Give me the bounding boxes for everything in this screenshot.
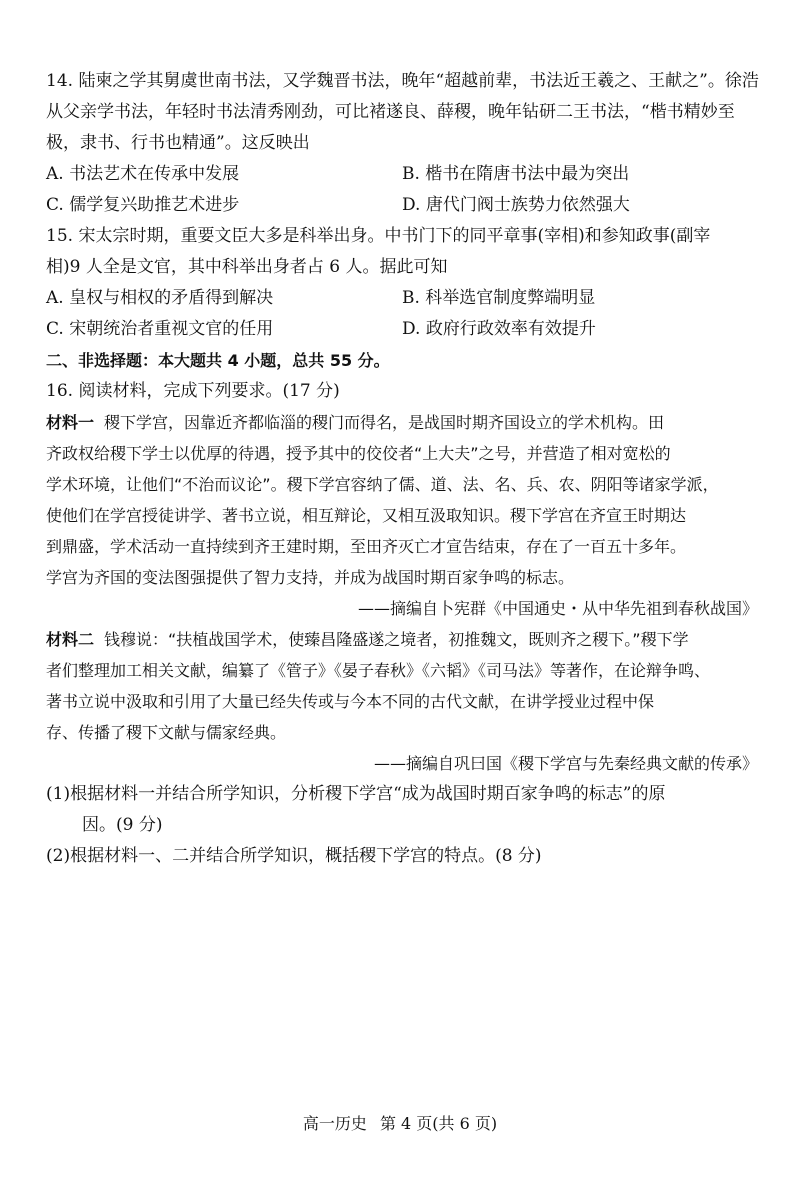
material-1-source: ——摘编自卜宪群《中国通史・从中华先祖到春秋战国》 — [357, 599, 758, 618]
q14-option-d: D. 唐代门阀士族势力依然强大 — [402, 195, 630, 215]
material-1 — [46, 407, 758, 624]
material-2-line-4: 存、传播了稷下文献与儒家经典。 — [46, 723, 287, 742]
q15-options-row-2 — [46, 314, 758, 345]
footer-page-number: 第 4 页(共 6 页) — [379, 1114, 498, 1133]
material-2-label: 材料二 — [46, 630, 95, 649]
material-2-source: ——摘编自巩曰国《稷下学宫与先秦经典文献的传承》 — [373, 754, 758, 773]
section-2-heading: 二、非选择题：本大题共 4 小题，总共 55 分。 — [46, 351, 390, 370]
material-1-line-4: 使他们在学宫授徒讲学、著书立说，相互辩论，又相互汲取知识。稷下学宫在齐宣王时期达 — [46, 506, 687, 525]
q15-option-b: B. 科举选官制度弊端明显 — [402, 288, 596, 308]
material-2-line-2: 者们整理加工相关文献，编纂了《管子》《晏子春秋》《六韬》《司马法》等著作，在论辩争鸣、 — [46, 661, 711, 680]
q14-options-row-1 — [46, 159, 758, 190]
q16-stem: 16. 阅读材料，完成下列要求。(17 分) — [46, 381, 340, 401]
q14-stem-line-2: 从父亲学书法，年轻时书法清秀刚劲，可比褚遂良、薛稷，晚年钻研二王书法，“楷书精妙至 — [46, 102, 735, 122]
q14-stem-line-3: 极，隶书、行书也精通”。这反映出 — [46, 133, 310, 153]
page-footer — [0, 1111, 800, 1134]
footer-subject: 高一历史 — [302, 1114, 367, 1133]
q15-option-d: D. 政府行政效率有效提升 — [402, 319, 596, 339]
material-1-line-2: 齐政权给稷下学士以优厚的待遇，授予其中的佼佼者“上大夫”之号，并营造了相对宽松的 — [46, 444, 671, 463]
material-2-line-3: 著书立说中汲取和引用了大量已经失传或与今本不同的古代文献，在讲学授业过程中保 — [46, 692, 655, 711]
q15-option-c: C. 宋朝统治者重视文官的任用 — [46, 319, 274, 339]
material-2-text-1: 钱穆说：“扶植战国学术，使臻昌隆盛遂之境者，初推魏文，既则齐之稷下。”稷下学 — [104, 630, 689, 649]
q16-sub-1-line-1: (1)根据材料一并结合所学知识，分析稷下学宫“成为战国时期百家争鸣的标志”的原 — [46, 784, 666, 804]
q14-option-c: C. 儒学复兴助推艺术进步 — [46, 195, 240, 215]
q14-stem-line-1: 14. 陆柬之学其舅虞世南书法，又学魏晋书法，晚年“超越前辈，书法近王羲之、王献之”。徐浩 — [46, 71, 759, 91]
question-14 — [46, 66, 758, 221]
q16-sub-2: (2)根据材料一、二并结合所学知识，概括稷下学宫的特点。(8 分) — [46, 846, 542, 866]
q14-option-b: B. 楷书在隋唐书法中最为突出 — [402, 164, 630, 184]
q15-options-row-1 — [46, 283, 758, 314]
question-15 — [46, 221, 758, 345]
q15-stem-line-1: 15. 宋太宗时期，重要文臣大多是科举出身。中书门下的同平章事(宰相)和参知政事(副宰 — [46, 226, 711, 246]
q15-stem-line-2: 相)9 人全是文官，其中科举出身者占 6 人。据此可知 — [46, 257, 448, 277]
q16-sub-1-line-2: 因。(9 分) — [82, 815, 163, 835]
material-1-label: 材料一 — [46, 413, 95, 432]
material-1-text-1: 稷下学宫，因靠近齐都临淄的稷门而得名，是战国时期齐国设立的学术机构。田 — [104, 413, 665, 432]
q15-option-a: A. 皇权与相权的矛盾得到解决 — [46, 288, 274, 308]
q14-option-a: A. 书法艺术在传承中发展 — [46, 164, 240, 184]
material-1-line-1 — [46, 407, 758, 438]
q14-options-row-2 — [46, 190, 758, 221]
material-1-line-5: 到鼎盛，学术活动一直持续到齐王建时期，至田齐灭亡才宣告结束，存在了一百五十多年。 — [46, 537, 687, 556]
material-1-line-6: 学宫为齐国的变法图强提供了智力支持，并成为战国时期百家争鸣的标志。 — [46, 568, 575, 587]
material-2 — [46, 624, 758, 779]
question-16 — [46, 376, 758, 872]
material-1-line-3: 学术环境，让他们“不治而议论”。稷下学宫容纳了儒、道、法、名、兵、农、阴阳等诸家学派， — [46, 475, 719, 494]
page-content — [46, 66, 758, 872]
material-2-line-1 — [46, 624, 758, 655]
